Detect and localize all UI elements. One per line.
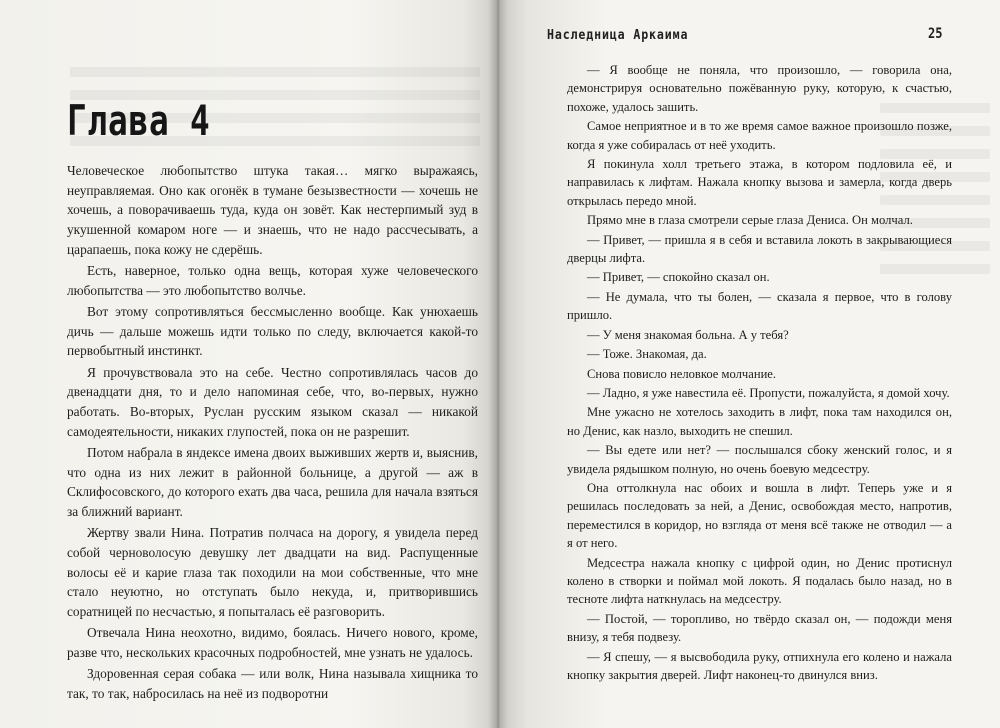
paragraph: — Привет, — пришла я в себя и вставила локоть в закрывающиеся дверцы лифта. (567, 232, 952, 266)
paragraph: — Привет, — спокойно сказал он. (587, 270, 770, 285)
right-page (497, 0, 1000, 728)
paragraph: Есть, наверное, только одна вещь, которая хуже человеческого любопытства — это любопытство волчье. (67, 262, 478, 298)
paragraph: Мне ужасно не хотелось заходить в лифт, пока там находился он, но Денис, как назло, выходить не спешил. (567, 405, 952, 438)
paragraph: Я покинула холл третьего этажа, в котором подловила её, и направилась к лифтам. Нажала кнопку вызова и замерла, когда дверь открылась передо мной. (567, 157, 952, 208)
paragraph: — Постой, — торопливо, но твёрдо сказал он, — подожди меня внизу, я тебя подвезу. (567, 611, 952, 645)
paragraph: — Я спешу, — я высвободила руку, отпихнула его колено и нажала кнопку закрытия дверей. Лифт наконец-то двинулся вниз. (567, 649, 952, 682)
paragraph: Снова повисло неловкое молчание. (587, 366, 777, 381)
paragraph: — Не думала, что ты болен, — сказала я первое, что в голову пришло. (567, 289, 952, 323)
paragraph: Здоровенная серая собака — или волк, Нина называла хищника то так, то так, набросилась на неё из подворотни (67, 666, 478, 701)
chapter-title: Глава 4 (67, 96, 211, 145)
paragraph: Она оттолкнула нас обоих и вошла в лифт. Теперь уже и я решилась последовать за ней, а Денис, освобождая место, напротив, переместился в коридор, но взгляда от меня всё также не отводил — а я от него. (567, 480, 952, 551)
paragraph: — Тоже. Знакомая, да. (587, 347, 707, 362)
paragraph: — Ладно, я уже навестила её. Пропусти, пожалуйста, я домой хочу. (587, 385, 950, 400)
paragraph: Медсестра нажала кнопку с цифрой один, но Денис протиснул колено в створки и поймал мой локоть. Я подалась было назад, но в тесноте лифта наткнулась на медсестру. (567, 555, 952, 607)
paragraph: Прямо мне в глаза смотрели серые глаза Дениса. Он молчал. (587, 213, 913, 228)
paragraph: Я прочувствовала это на себе. Честно сопротивлялась часов до двенадцати дня, то и дело напоминая себе, что, во-первых, нужно работать. Во-вторых, Руслан русским языком сказал — никакой самодеятельности, никаких глупостей, пока он не разрешит. (67, 364, 478, 439)
gutter-shadow (488, 0, 508, 728)
running-head: Наследница Аркаима (547, 27, 689, 43)
paragraph: — Я вообще не поняла, что произошло, — говорила она, демонстрируя основательно пожёванную руку, которую, к счастью, похоже, удалось зашить. (567, 63, 952, 114)
paragraph: Жертву звали Нина. Потратив полчаса на дорогу, я увидела перед собой черноволосую девушку лет двадцати на вид. Распущенные волосы её и карие глаза так походили на мои собственные, что мне стало неуютно, но отступать было некуда, и, притворившись соратницей по несчастью, я попыталась её разговорить. (67, 525, 478, 619)
paragraph: Самое неприятное и в то же время самое важное произошло позже, когда я уже собиралась от неё уходить. (567, 119, 952, 152)
paragraph: Вот этому сопротивляться бессмысленно вообще. Как унюхаешь дичь — дальше можешь идти только по следу, включается какой-то первобытный инстинкт. (67, 303, 478, 359)
right-page-body (567, 61, 952, 685)
paragraph: — Вы едете или нет? — послышался сбоку женский голос, и я увидела рядышком полную, но очень боевую медсестру. (567, 443, 952, 476)
page-number: 25 (928, 26, 943, 42)
left-page (0, 0, 497, 728)
left-page-body (67, 161, 478, 705)
paragraph: Человеческое любопытство штука такая… мягко выражаясь, неуправляемая. Оно как огонёк в тумане безызвестности — хочешь не хочешь, а поворачиваешь туда, куда он зовёт. Как нестерпимый зуд в укушенной комаром ноге — и знаешь, что не надо рассчесывать, а царапаешь, пока кожу не сдерёшь. (67, 163, 478, 257)
paragraph: — У меня знакомая больна. А у тебя? (587, 327, 789, 342)
paragraph: Потом набрала в яндексе имена двоих выживших жертв и, выяснив, что одна из них лежит в районной больнице, а другой — аж в Склифосовского, до которого ехать два часа, решила для начала взяться за ближний вариант. (67, 444, 478, 519)
paragraph: Отвечала Нина неохотно, видимо, боялась. Ничего нового, кроме, разве что, нескольких красочных подробностей, мне узнать не удалось. (67, 625, 478, 660)
